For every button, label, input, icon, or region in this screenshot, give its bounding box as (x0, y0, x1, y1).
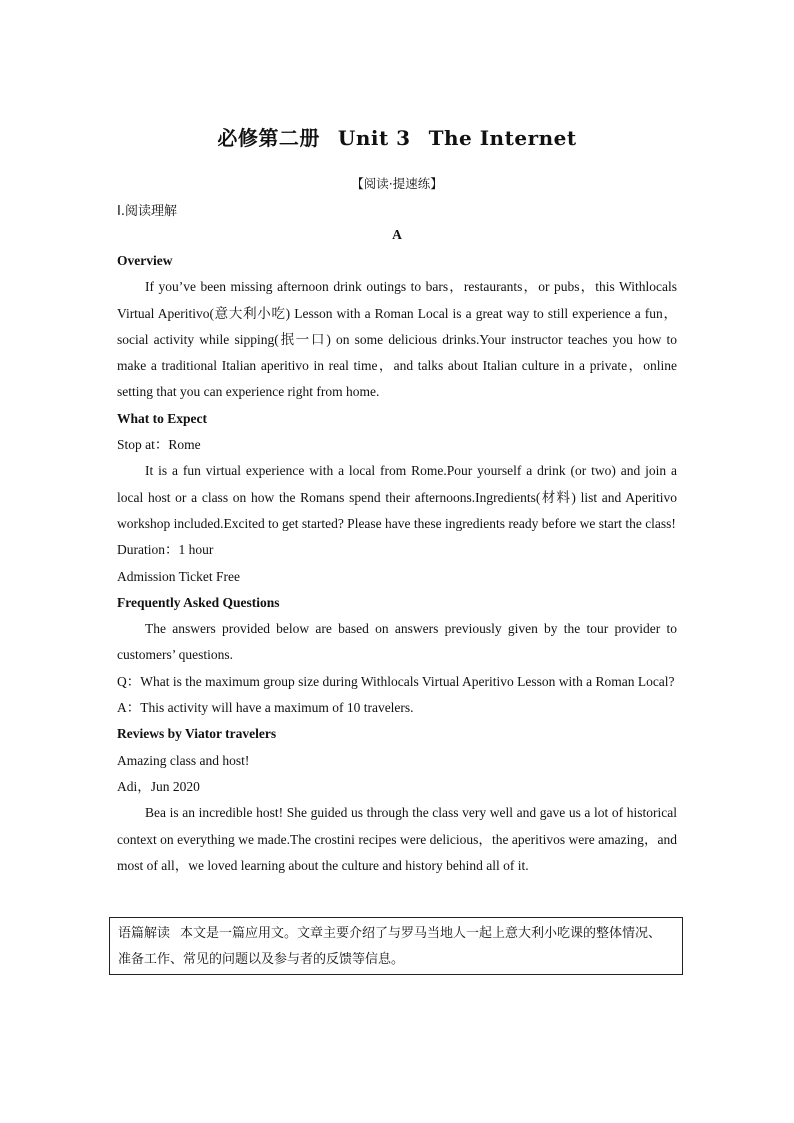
note-text: 本文是一篇应用文。文章主要介绍了与罗马当地人一起上意大利小吃课的整体情况、准备工作、常见的问题以及参与者的反馈等信息。 (118, 926, 662, 967)
faq-heading: Frequently Asked Questions (117, 594, 280, 610)
passage-label: A (392, 227, 402, 242)
overview-paragraph: If you’ve been missing afternoon drink outings to bars，restaurants，or pubs，this Withlocals Virtual Aperitivo(意大利小吃) Lesson with a Roman Local is a great way to still experience a fun，social activity while sipping(抿一口) on some delicious drinks.Your instructor teaches you how to make a traditional Italian aperitivo in real time，and talks about Italian culture in a private，online setting that you can experience right from home. (117, 279, 677, 400)
note-label: 语篇解读 (118, 926, 171, 941)
reviews-heading: Reviews by Viator travelers (117, 726, 277, 742)
admission-line: Admission Ticket Free (117, 568, 241, 584)
faq-intro: The answers provided below are based on answers previously given by the tour provider to customers’ questions. (117, 621, 677, 663)
review-paragraph: Bea is an incredible host! She guided us through the class very well and gave us a lot of historical context on everything we made.The crostini recipes were delicious，the aperitivos were amazing，and most of all，we loved learning about the culture and history behind all of it. (117, 805, 677, 873)
title-topic: The Internet (428, 126, 577, 150)
page-title (0, 122, 794, 151)
page-subtitle: 【阅读·提速练】 (351, 176, 443, 191)
title-chinese: 必修第二册 (217, 126, 320, 150)
review-author: Adi，Jun 2020 (117, 778, 200, 794)
stop-at-line: Stop at：Rome (117, 437, 201, 453)
expect-heading: What to Expect (117, 410, 207, 426)
section-heading: Ⅰ.阅读理解 (117, 204, 177, 219)
faq-answer: A：This activity will have a maximum of 10 travelers. (117, 700, 414, 716)
discourse-note-box (109, 917, 683, 975)
title-unit: Unit 3 (337, 126, 411, 150)
passage-body (117, 248, 677, 879)
overview-heading: Overview (117, 253, 173, 268)
review-title: Amazing class and host! (117, 752, 250, 768)
expect-paragraph: It is a fun virtual experience with a local from Rome.Pour yourself a drink (or two) and join a local host or a class on how the Romans spend their afternoons.Ingredients(材料) list and Aperitivo workshop included.Excited to get started? Please have these ingredients ready before we start the class! (117, 463, 677, 531)
faq-question: Q：What is the maximum group size during Withlocals Virtual Aperitivo Lesson with a Roman Local? (117, 673, 675, 689)
duration-line: Duration：1 hour (117, 542, 214, 558)
